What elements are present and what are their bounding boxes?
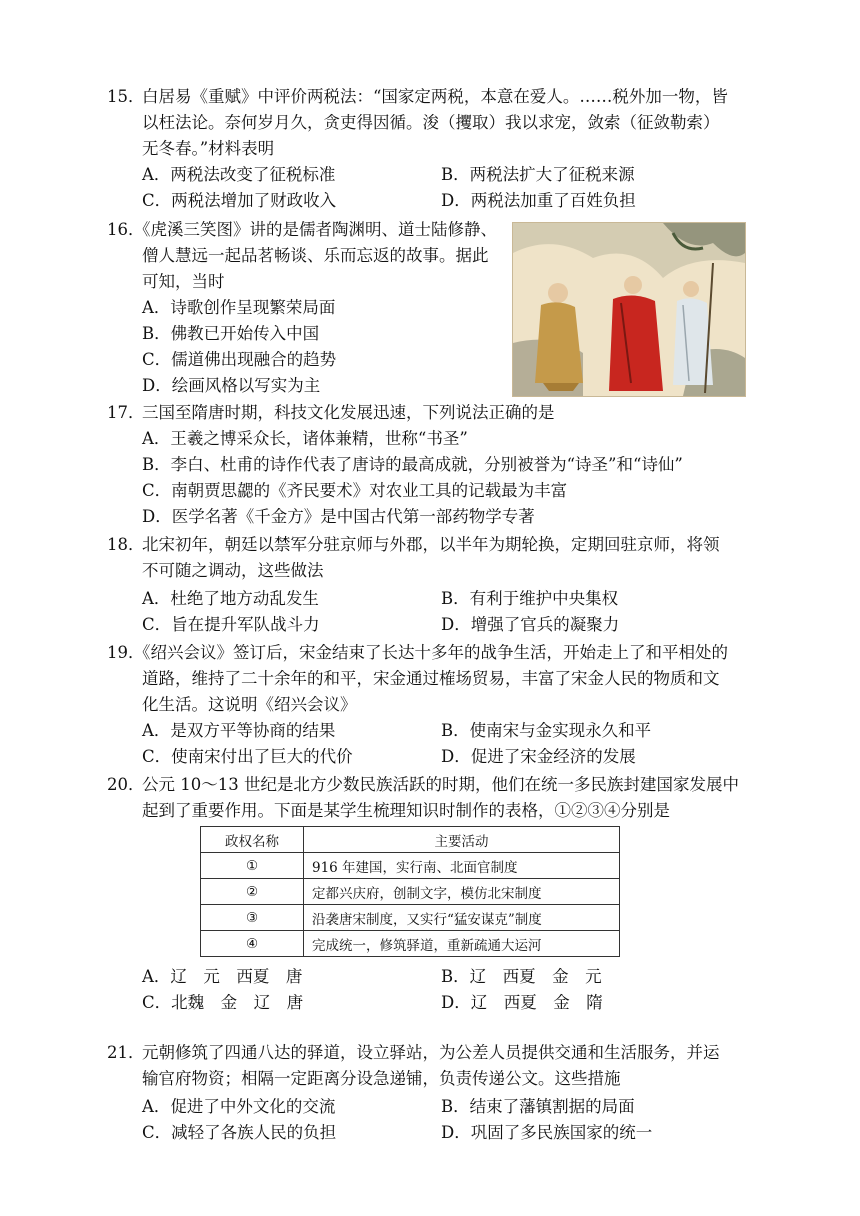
option-d: D．医学名著《千金方》是中国古代第一部药物学专著 bbox=[142, 507, 535, 526]
option-b: B．辽 西夏 金 元 bbox=[441, 967, 602, 986]
question-text-line: 《绍兴会议》签订后，宋金结束了长达十多年的战争生活，开始走上了和平相处的 bbox=[134, 643, 728, 662]
table-header-cell: 主要活动 bbox=[304, 827, 620, 853]
option-c: C．儒道佛出现融合的趋势 bbox=[142, 350, 337, 369]
question-text-line: 化生活。这说明《绍兴会议》 bbox=[142, 695, 357, 714]
question-text-line: 公元 10～13 世纪是北方少数民族活跃的时期，他们在统一多民族封建国家发展中 bbox=[142, 775, 739, 794]
question-number: 20． bbox=[107, 775, 145, 794]
question-text-line: 三国至隋唐时期，科技文化发展迅速，下列说法正确的是 bbox=[142, 403, 555, 422]
table-row bbox=[201, 905, 620, 931]
question-number: 15． bbox=[107, 87, 145, 106]
question-text-line: 可知，当时 bbox=[142, 272, 225, 291]
question-text-line: 白居易《重赋》中评价两税法：“国家定两税，本意在爱人。……税外加一物，皆 bbox=[142, 87, 728, 106]
tiger-creek-painting-image bbox=[512, 222, 746, 397]
table-cell: ③ bbox=[201, 905, 304, 931]
table-row bbox=[201, 853, 620, 879]
option-a: A．诗歌创作呈现繁荣局面 bbox=[142, 298, 336, 317]
option-a: A．辽 元 西夏 唐 bbox=[142, 967, 303, 986]
option-d: D．巩固了多民族国家的统一 bbox=[441, 1123, 653, 1142]
question-text-line: 起到了重要作用。下面是某学生梳理知识时制作的表格，①②③④分别是 bbox=[142, 801, 670, 820]
table-cell: 沿袭唐宋制度，又实行“猛安谋克”制度 bbox=[304, 905, 620, 931]
question-text-line: 以枉法论。奈何岁月久，贪吏得因循。浚（攫取）我以求宠，敛索（征敛勒索） bbox=[142, 113, 720, 132]
table-cell: ② bbox=[201, 879, 304, 905]
table-cell: ④ bbox=[201, 931, 304, 957]
option-d: D．辽 西夏 金 隋 bbox=[441, 993, 603, 1012]
option-a: A．王羲之博采众长，诸体兼精，世称“书圣” bbox=[142, 429, 468, 448]
table-header-cell: 政权名称 bbox=[201, 827, 304, 853]
option-b: B．李白、杜甫的诗作代表了唐诗的最高成就，分别被誉为“诗圣”和“诗仙” bbox=[142, 455, 683, 474]
question-number: 18． bbox=[107, 535, 145, 554]
question-text-line: 不可随之调动，这些做法 bbox=[142, 561, 324, 580]
option-d: D．两税法加重了百姓负担 bbox=[441, 191, 636, 210]
table-cell: 916 年建国，实行南、北面官制度 bbox=[304, 853, 620, 879]
option-b: B．使南宋与金实现永久和平 bbox=[441, 721, 652, 740]
question-number: 19． bbox=[107, 643, 145, 662]
table-row bbox=[201, 879, 620, 905]
question-text-line: 北宋初年，朝廷以禁军分驻京师与外郡，以半年为期轮换，定期回驻京师，将领 bbox=[142, 535, 720, 554]
option-b: B．结束了藩镇割据的局面 bbox=[441, 1097, 635, 1116]
option-c: C．两税法增加了财政收入 bbox=[142, 191, 337, 210]
option-a: A．杜绝了地方动乱发生 bbox=[142, 589, 319, 608]
option-d: D．促进了宋金经济的发展 bbox=[441, 747, 636, 766]
question-text-line: 僧人慧远一起品茗畅谈、乐而忘返的故事。据此 bbox=[142, 246, 489, 265]
question-text-line: 无冬春。”材料表明 bbox=[142, 139, 275, 158]
option-b: B．佛教已开始传入中国 bbox=[142, 324, 320, 343]
option-b: B．有利于维护中央集权 bbox=[441, 589, 619, 608]
option-a: A．是双方平等协商的结果 bbox=[142, 721, 336, 740]
option-a: A．两税法改变了征税标准 bbox=[142, 165, 336, 184]
table-header-row bbox=[201, 827, 620, 853]
table-cell: ① bbox=[201, 853, 304, 879]
table-cell: 定都兴庆府，创制文字，模仿北宋制度 bbox=[304, 879, 620, 905]
option-c: C．北魏 金 辽 唐 bbox=[142, 993, 304, 1012]
option-a: A．促进了中外文化的交流 bbox=[142, 1097, 336, 1116]
question-text-line: 输官府物资；相隔一定距离分设急递铺，负责传递公文。这些措施 bbox=[142, 1069, 621, 1088]
option-c: C．南朝贾思勰的《齐民要术》对农业工具的记载最为丰富 bbox=[142, 481, 568, 500]
option-c: C．减轻了各族人民的负担 bbox=[142, 1123, 337, 1142]
option-c: C．旨在提升军队战斗力 bbox=[142, 615, 320, 634]
question-number: 21． bbox=[107, 1043, 145, 1062]
option-d: D．增强了官兵的凝聚力 bbox=[441, 615, 620, 634]
option-b: B．两税法扩大了征税来源 bbox=[441, 165, 635, 184]
option-d: D．绘画风格以写实为主 bbox=[142, 376, 321, 395]
question-number: 16． bbox=[107, 220, 145, 239]
question-number: 17． bbox=[107, 403, 145, 422]
regime-activities-table bbox=[200, 826, 620, 957]
option-c: C．使南宋付出了巨大的代价 bbox=[142, 747, 353, 766]
table-cell: 完成统一，修筑驿道，重新疏通大运河 bbox=[304, 931, 620, 957]
question-text-line: 《虎溪三笑图》讲的是儒者陶渊明、道士陆修静、 bbox=[134, 220, 497, 239]
table-row bbox=[201, 931, 620, 957]
question-text-line: 道路，维持了二十余年的和平，宋金通过榷场贸易，丰富了宋金人民的物质和文 bbox=[142, 669, 720, 688]
question-text-line: 元朝修筑了四通八达的驿道，设立驿站，为公差人员提供交通和生活服务，并运 bbox=[142, 1043, 720, 1062]
